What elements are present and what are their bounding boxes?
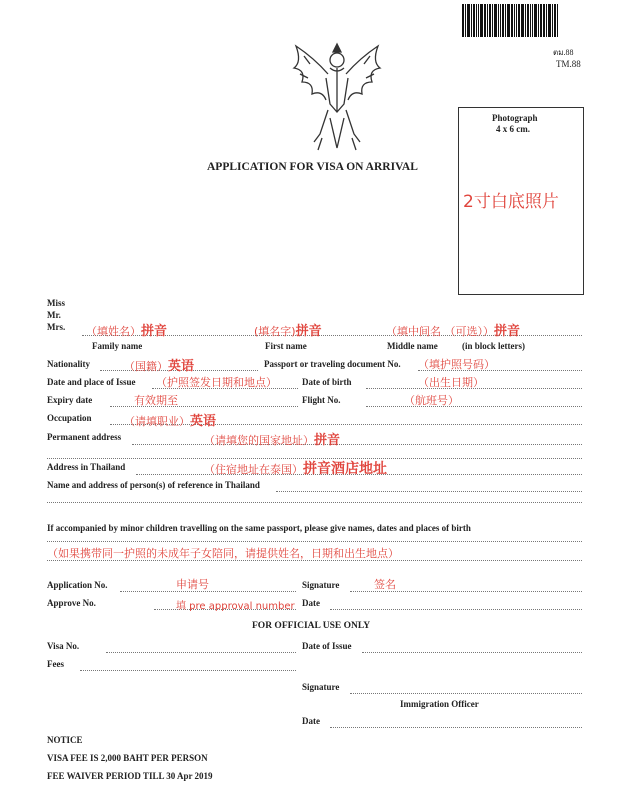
permanent-address-field[interactable] — [132, 444, 582, 445]
family-name-hint: （填姓名） — [86, 325, 141, 338]
thai-address-hint: （住宿地址在泰国） — [204, 463, 303, 476]
date-of-issue-label: Date of Issue — [302, 641, 352, 651]
expiry-label: Expiry date — [47, 395, 93, 405]
thai-address-label: Address in Thailand — [47, 462, 126, 472]
flight-label: Flight No. — [302, 395, 341, 405]
visa-no-field[interactable] — [106, 652, 296, 653]
notice-waiver: FEE WAIVER PERIOD TILL 30 Apr 2019 — [47, 771, 213, 781]
first-name-hint: (填名字) — [254, 325, 296, 338]
first-name-hint-bold: 拼音 — [295, 324, 322, 339]
occupation-hint: （请填职业） — [124, 415, 190, 428]
notice-title: NOTICE — [47, 735, 83, 745]
permanent-address-hint: （请填您的国家地址） — [204, 434, 314, 447]
nationality-hint-bold: 英语 — [168, 359, 195, 374]
salutation-mr[interactable]: Mr. — [47, 310, 61, 320]
middle-name-label: Middle name — [387, 341, 438, 351]
fees-field[interactable] — [80, 670, 296, 671]
dob-hint: （出生日期） — [418, 376, 484, 389]
approve-no-hint: 填 pre approval number — [176, 601, 295, 612]
block-letters-note: (in block letters) — [462, 341, 525, 351]
form-code: TM.88 — [556, 59, 581, 69]
minors-label: If accompanied by minor children travelling on the same passport, please give names, dates and places of birth — [47, 523, 471, 533]
dob-label: Date of birth — [302, 377, 352, 387]
minors-field[interactable] — [47, 541, 582, 542]
occupation-label: Occupation — [47, 413, 92, 423]
flight-field[interactable] — [366, 406, 582, 407]
notice-fee: VISA FEE IS 2,000 BAHT PER PERSON — [47, 753, 208, 763]
nationality-label: Nationality — [47, 359, 91, 369]
flight-hint: （航班号） — [404, 394, 459, 407]
application-no-label: Application No. — [47, 580, 108, 590]
official-use-title: FOR OFFICIAL USE ONLY — [252, 621, 371, 631]
expiry-hint: 有效期至 — [134, 394, 178, 407]
officer-date-label: Date — [302, 716, 320, 726]
passport-hint: （填护照号码） — [418, 358, 495, 371]
barcode — [462, 4, 576, 37]
minors-field-2[interactable] — [47, 560, 582, 561]
garuda-emblem-icon — [284, 38, 390, 152]
approve-no-label: Approve No. — [47, 598, 96, 608]
officer-date-field[interactable] — [330, 727, 582, 728]
nationality-hint: （国籍） — [124, 360, 168, 373]
first-name-label: First name — [265, 341, 307, 351]
officer-signature-label: Signature — [302, 682, 340, 692]
occupation-hint-bold: 英语 — [190, 414, 217, 429]
reference-label: Name and address of person(s) of reference in Thailand — [47, 480, 260, 490]
salutation-mrs[interactable]: Mrs. — [47, 322, 66, 332]
permanent-address-hint-bold: 拼音 — [314, 433, 341, 448]
date-label: Date — [302, 598, 320, 608]
middle-name-hint-bold: 拼音 — [494, 324, 521, 339]
thai-address-hint-bold: 拼音酒店地址 — [303, 461, 387, 477]
application-no-hint: 申请号 — [176, 578, 209, 591]
salutation-miss[interactable]: Miss — [47, 298, 65, 308]
visa-no-label: Visa No. — [47, 641, 80, 651]
form-title: APPLICATION FOR VISA ON ARRIVAL — [207, 161, 418, 173]
fees-label: Fees — [47, 659, 64, 669]
signature-label: Signature — [302, 580, 340, 590]
issue-label: Date and place of Issue — [47, 377, 136, 387]
reference-field-2[interactable] — [47, 502, 582, 503]
date-field[interactable] — [330, 609, 582, 610]
permanent-address-label: Permanent address — [47, 432, 122, 442]
family-name-hint-bold: 拼音 — [141, 324, 168, 339]
reference-field[interactable] — [276, 491, 582, 492]
date-of-issue-field[interactable] — [362, 652, 582, 653]
signature-hint: 签名 — [374, 578, 396, 591]
photo-label: Photograph — [492, 113, 538, 123]
middle-name-hint: （填中间名 （可选）） — [386, 325, 494, 338]
issue-hint: （护照签发日期和地点） — [156, 376, 277, 389]
photo-size: 4 x 6 cm. — [496, 124, 530, 134]
passport-label: Passport or traveling document No. — [264, 359, 401, 369]
immigration-officer-label: Immigration Officer — [400, 699, 479, 709]
family-name-label: Family name — [92, 341, 143, 351]
minors-hint: （如果携带同一护照的未成年子女陪同，请提供姓名，日期和出生地点） — [47, 547, 399, 560]
form-code-thai: ตม.88 — [553, 48, 574, 57]
photo-hint: 2寸白底照片 — [463, 192, 559, 212]
officer-signature-field[interactable] — [350, 693, 582, 694]
